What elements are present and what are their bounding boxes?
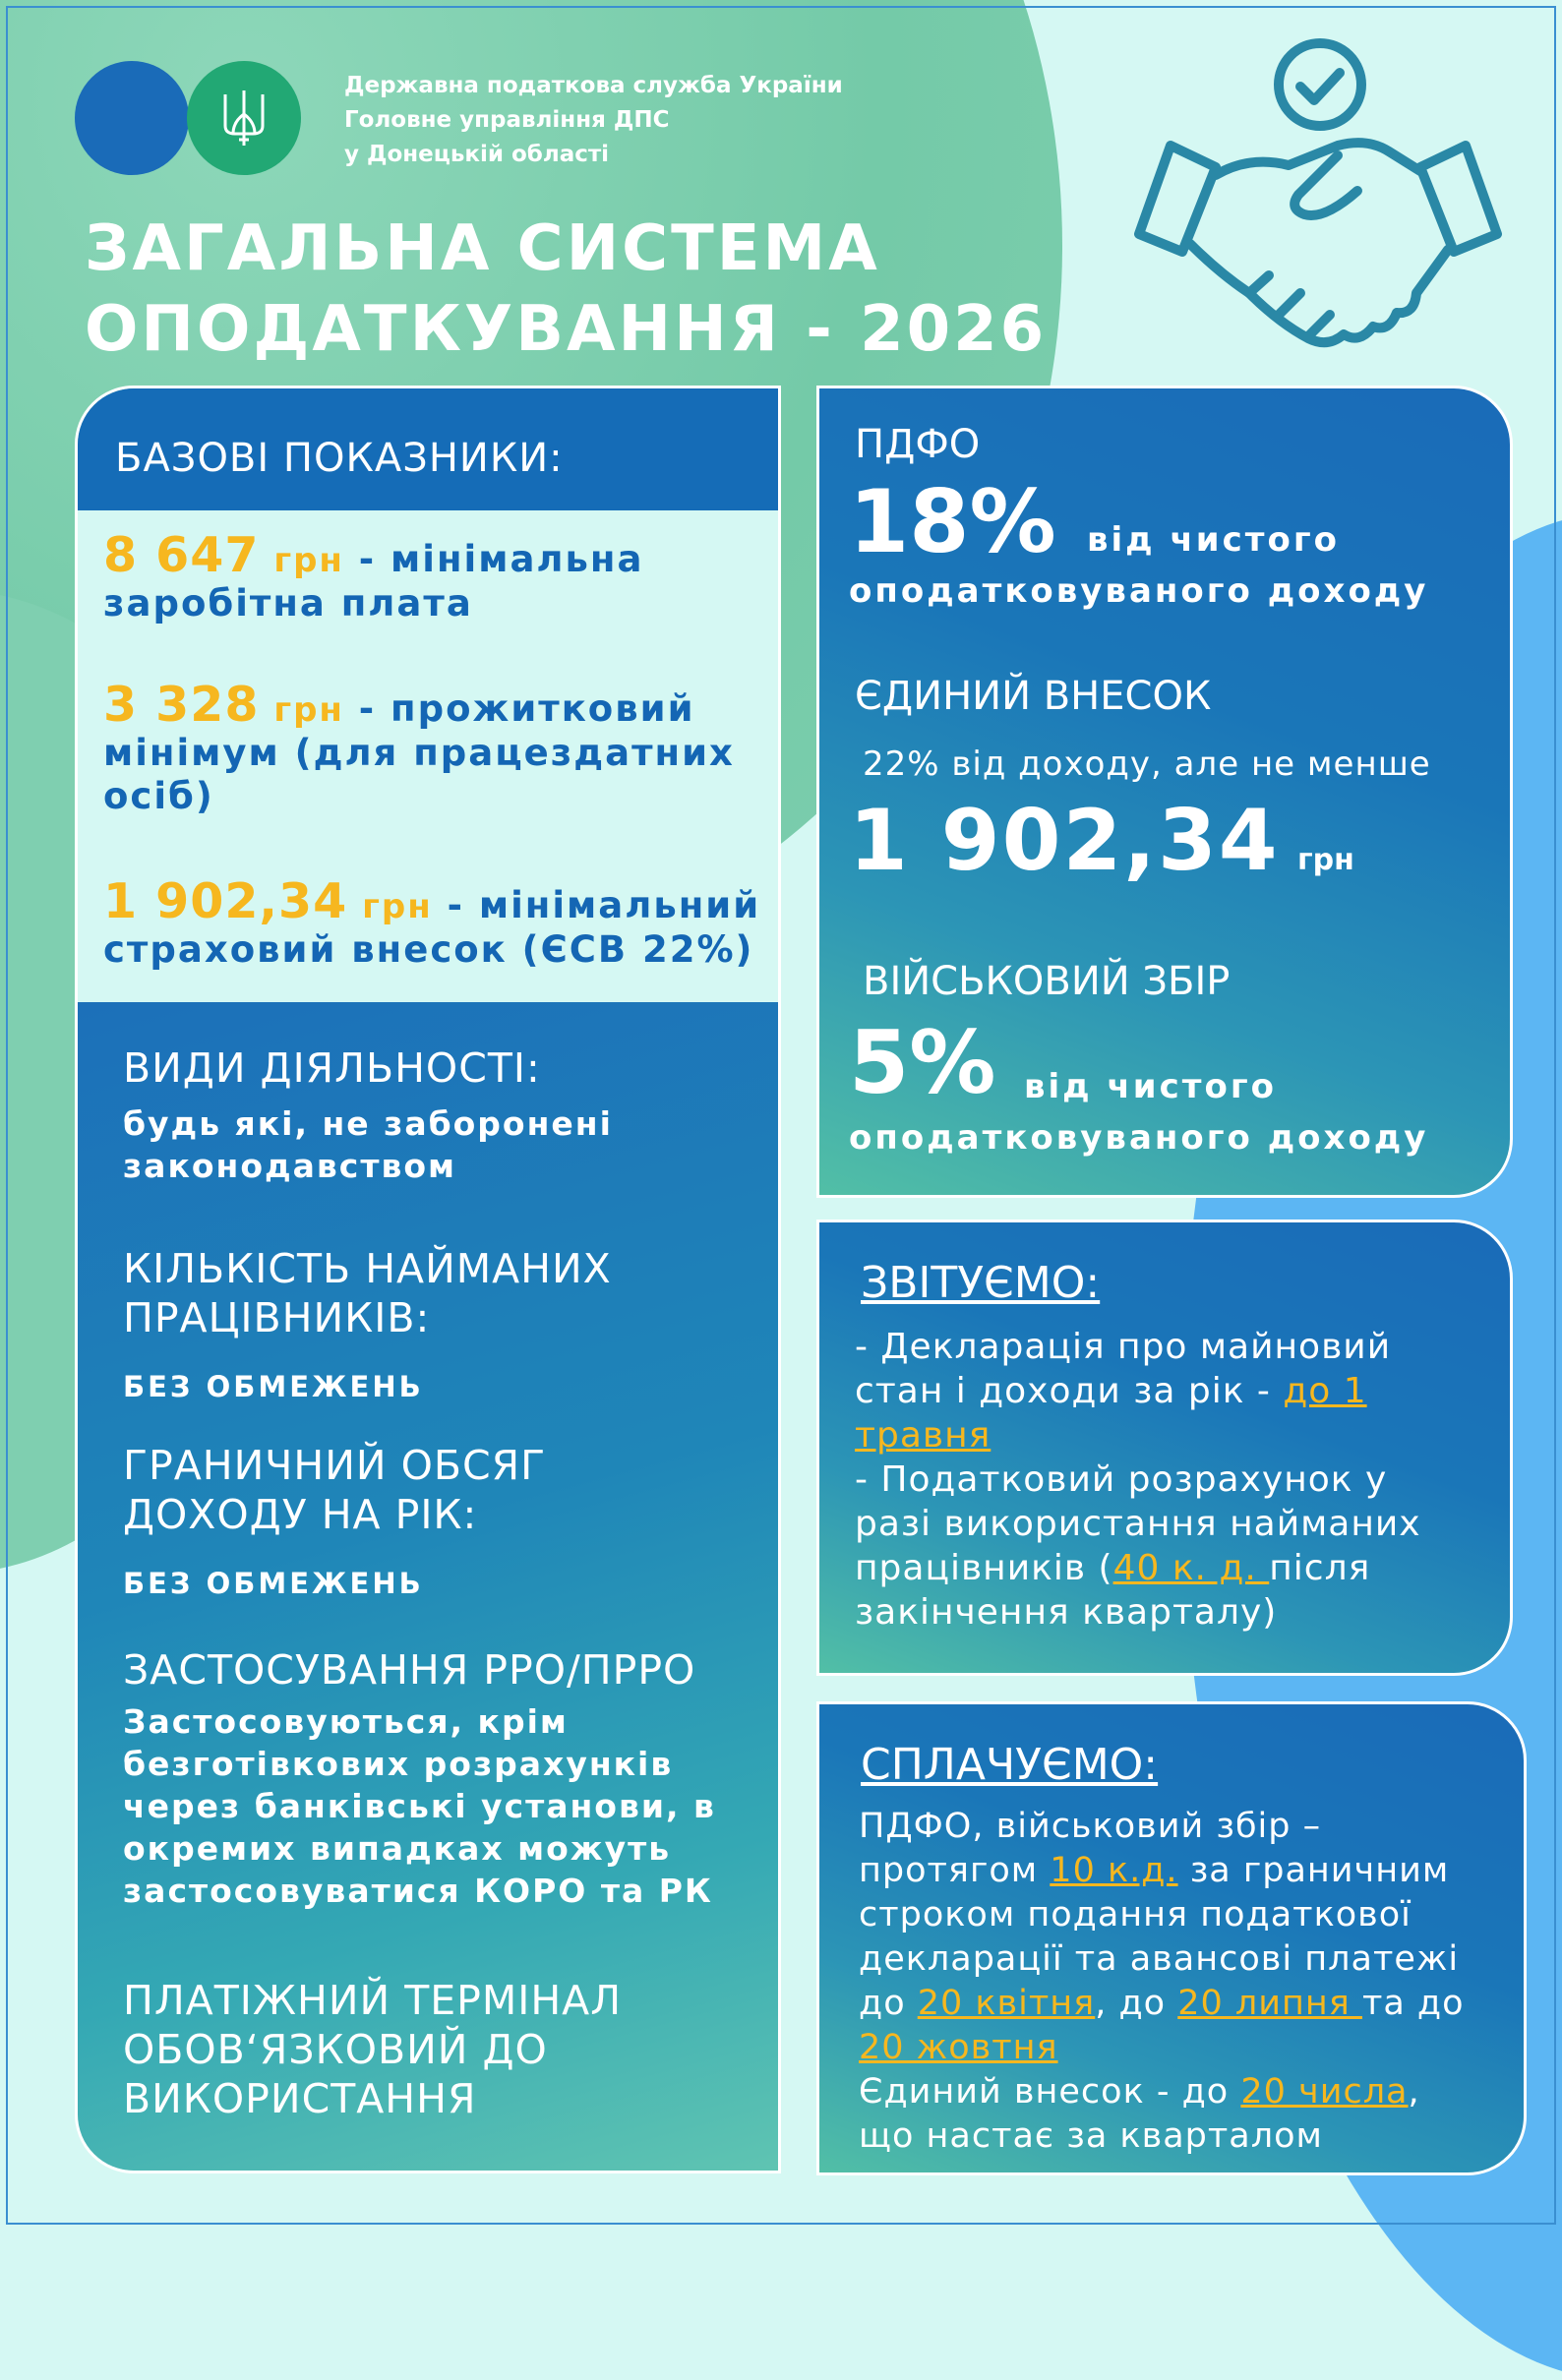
logo-green-circle (187, 61, 301, 175)
payment-line: ПДФО, військовий збір – (859, 1807, 1322, 1846)
esv-note: 22% від доходу, але не менше (863, 744, 1431, 784)
indicator-text: - мінімальна (343, 538, 644, 580)
activity-value (123, 1102, 613, 1187)
employees-heading-line: ПРАЦІВНИКІВ: (123, 1294, 431, 1341)
esv-amount: 1 902,34 (849, 792, 1280, 890)
reporting-text: стан і доходи за рік - (855, 1371, 1284, 1411)
payment-deadline: 20 липня (1177, 1984, 1362, 2023)
pdfo-heading: ПДФО (855, 422, 981, 467)
indicator-unit: грн (273, 690, 344, 730)
indicator-subsistence-minimum (103, 677, 735, 818)
military-heading: ВІЙСЬКОВИЙ ЗБІР (863, 959, 1231, 1004)
terminal-line: ПЛАТІЖНИЙ ТЕРМІНАЛ (123, 1977, 623, 2024)
page-title (85, 208, 1047, 370)
military-rate: 5% (849, 1012, 996, 1113)
payment-body (859, 1805, 1465, 2159)
rro-heading: ЗАСТОСУВАННЯ РРО/ПРРО (123, 1646, 696, 1694)
income-limit-value: БЕЗ ОБМЕЖЕНЬ (123, 1567, 424, 1600)
handshake-check-icon (1131, 28, 1505, 382)
payment-text: та до (1361, 1984, 1465, 2023)
indicator-text: заробітна плата (103, 582, 473, 625)
rro-line: через банківські установи, в (123, 1787, 716, 1825)
activity-line: законодавством (123, 1147, 457, 1185)
payment-heading: СПЛАЧУЄМО: (861, 1740, 1159, 1790)
rro-line: безготівкових розрахунків (123, 1745, 674, 1783)
indicator-text: мінімум (для працездатних (103, 732, 735, 774)
indicator-text: - прожитковий (343, 687, 695, 730)
employees-value: БЕЗ ОБМЕЖЕНЬ (123, 1370, 424, 1403)
income-limit-heading (123, 1441, 546, 1539)
payment-text: за граничним (1177, 1851, 1450, 1890)
activity-line: будь які, не заборонені (123, 1104, 613, 1143)
rro-value (123, 1700, 716, 1912)
left-panel (75, 386, 781, 2173)
indicator-value: 3 328 (103, 677, 260, 733)
org-line: Державна податкова служба України (344, 73, 843, 98)
reporting-heading: ЗВІТУЄМО: (861, 1258, 1101, 1308)
payment-deadline: 20 жовтня (859, 2028, 1058, 2067)
reporting-line: - Декларація про майновий (855, 1327, 1392, 1367)
payment-deadline: 10 к.д. (1050, 1851, 1178, 1890)
indicator-text: осіб) (103, 775, 214, 817)
payment-deadline: 20 числа (1240, 2072, 1409, 2112)
reporting-text: після (1269, 1548, 1371, 1588)
reporting-line: закінчення кварталу) (855, 1592, 1278, 1633)
pdfo-text: від чистого (1087, 520, 1340, 560)
reporting-line: - Податковий розрахунок у (855, 1459, 1388, 1500)
indicator-text: - мінімальний (432, 884, 761, 926)
employees-heading-line: КІЛЬКІСТЬ НАЙМАНИХ (123, 1245, 612, 1292)
income-limit-heading-line: ГРАНИЧНИЙ ОБСЯГ (123, 1442, 547, 1489)
rro-line: застосовуватися КОРО та РК (123, 1872, 713, 1910)
terminal-heading (123, 1976, 622, 2123)
payment-text: до (859, 1984, 918, 2023)
basic-indicators-header (78, 388, 778, 510)
reporting-deadline: травня (855, 1415, 991, 1456)
activity-heading: ВИДИ ДІЯЛЬНОСТІ: (123, 1044, 541, 1092)
basic-indicators-title: БАЗОВІ ПОКАЗНИКИ: (115, 436, 564, 481)
reporting-body (855, 1325, 1421, 1635)
payment-line: що настає за кварталом (859, 2116, 1323, 2156)
esv-unit: грн (1297, 843, 1354, 877)
organization-name (344, 69, 843, 172)
payment-text: Єдиний внесок - до (859, 2072, 1241, 2112)
pdfo-rate: 18% (849, 471, 1056, 572)
title-line: ЗАГАЛЬНА СИСТЕМА (85, 212, 880, 285)
rro-line: Застосовуються, крім (123, 1702, 569, 1741)
payment-line: строком подання податкової (859, 1895, 1412, 1934)
title-line: ОПОДАТКУВАННЯ - 2026 (85, 293, 1048, 366)
indicator-min-insurance (103, 873, 761, 972)
payment-deadline: 20 квітня (917, 1984, 1096, 2023)
payment-line: декларації та авансові платежі (859, 1939, 1460, 1979)
indicator-unit: грн (273, 541, 344, 580)
org-line: Головне управління ДПС (344, 107, 670, 133)
payment-text: , (1408, 2072, 1420, 2112)
indicator-unit: грн (362, 887, 433, 926)
terminal-line: ВИКОРИСТАННЯ (123, 2075, 477, 2122)
payment-text: протягом (859, 1851, 1051, 1890)
income-limit-heading-line: ДОХОДУ НА РІК: (123, 1491, 478, 1538)
trident-icon (221, 89, 267, 148)
military-text: оподатковуваного доходу (849, 1118, 1429, 1158)
payment-text: , до (1095, 1984, 1178, 2023)
pdfo-text: оподатковуваного доходу (849, 571, 1429, 611)
indicator-text: страховий внесок (ЄСВ 22%) (103, 928, 754, 971)
rro-line: окремих випадках можуть (123, 1829, 672, 1868)
reporting-text: працівників ( (855, 1548, 1113, 1588)
reporting-deadline: до 1 (1283, 1371, 1367, 1411)
esv-heading: ЄДИНИЙ ВНЕСОК (855, 674, 1212, 719)
military-text: від чистого (1024, 1067, 1277, 1106)
indicator-min-wage (103, 527, 644, 625)
tax-rates-panel (816, 386, 1513, 1198)
reporting-line: разі використання найманих (855, 1504, 1421, 1544)
indicator-value: 8 647 (103, 527, 260, 583)
logo-blue-circle (75, 61, 189, 175)
indicator-value: 1 902,34 (103, 873, 348, 929)
reporting-deadline: 40 к. д. (1112, 1548, 1270, 1588)
terminal-line: ОБОВ‘ЯЗКОВИЙ ДО (123, 2026, 548, 2073)
reporting-panel (816, 1220, 1513, 1676)
org-line: у Донецькій області (344, 142, 610, 167)
employees-heading (123, 1244, 612, 1342)
payment-panel (816, 1701, 1527, 2175)
